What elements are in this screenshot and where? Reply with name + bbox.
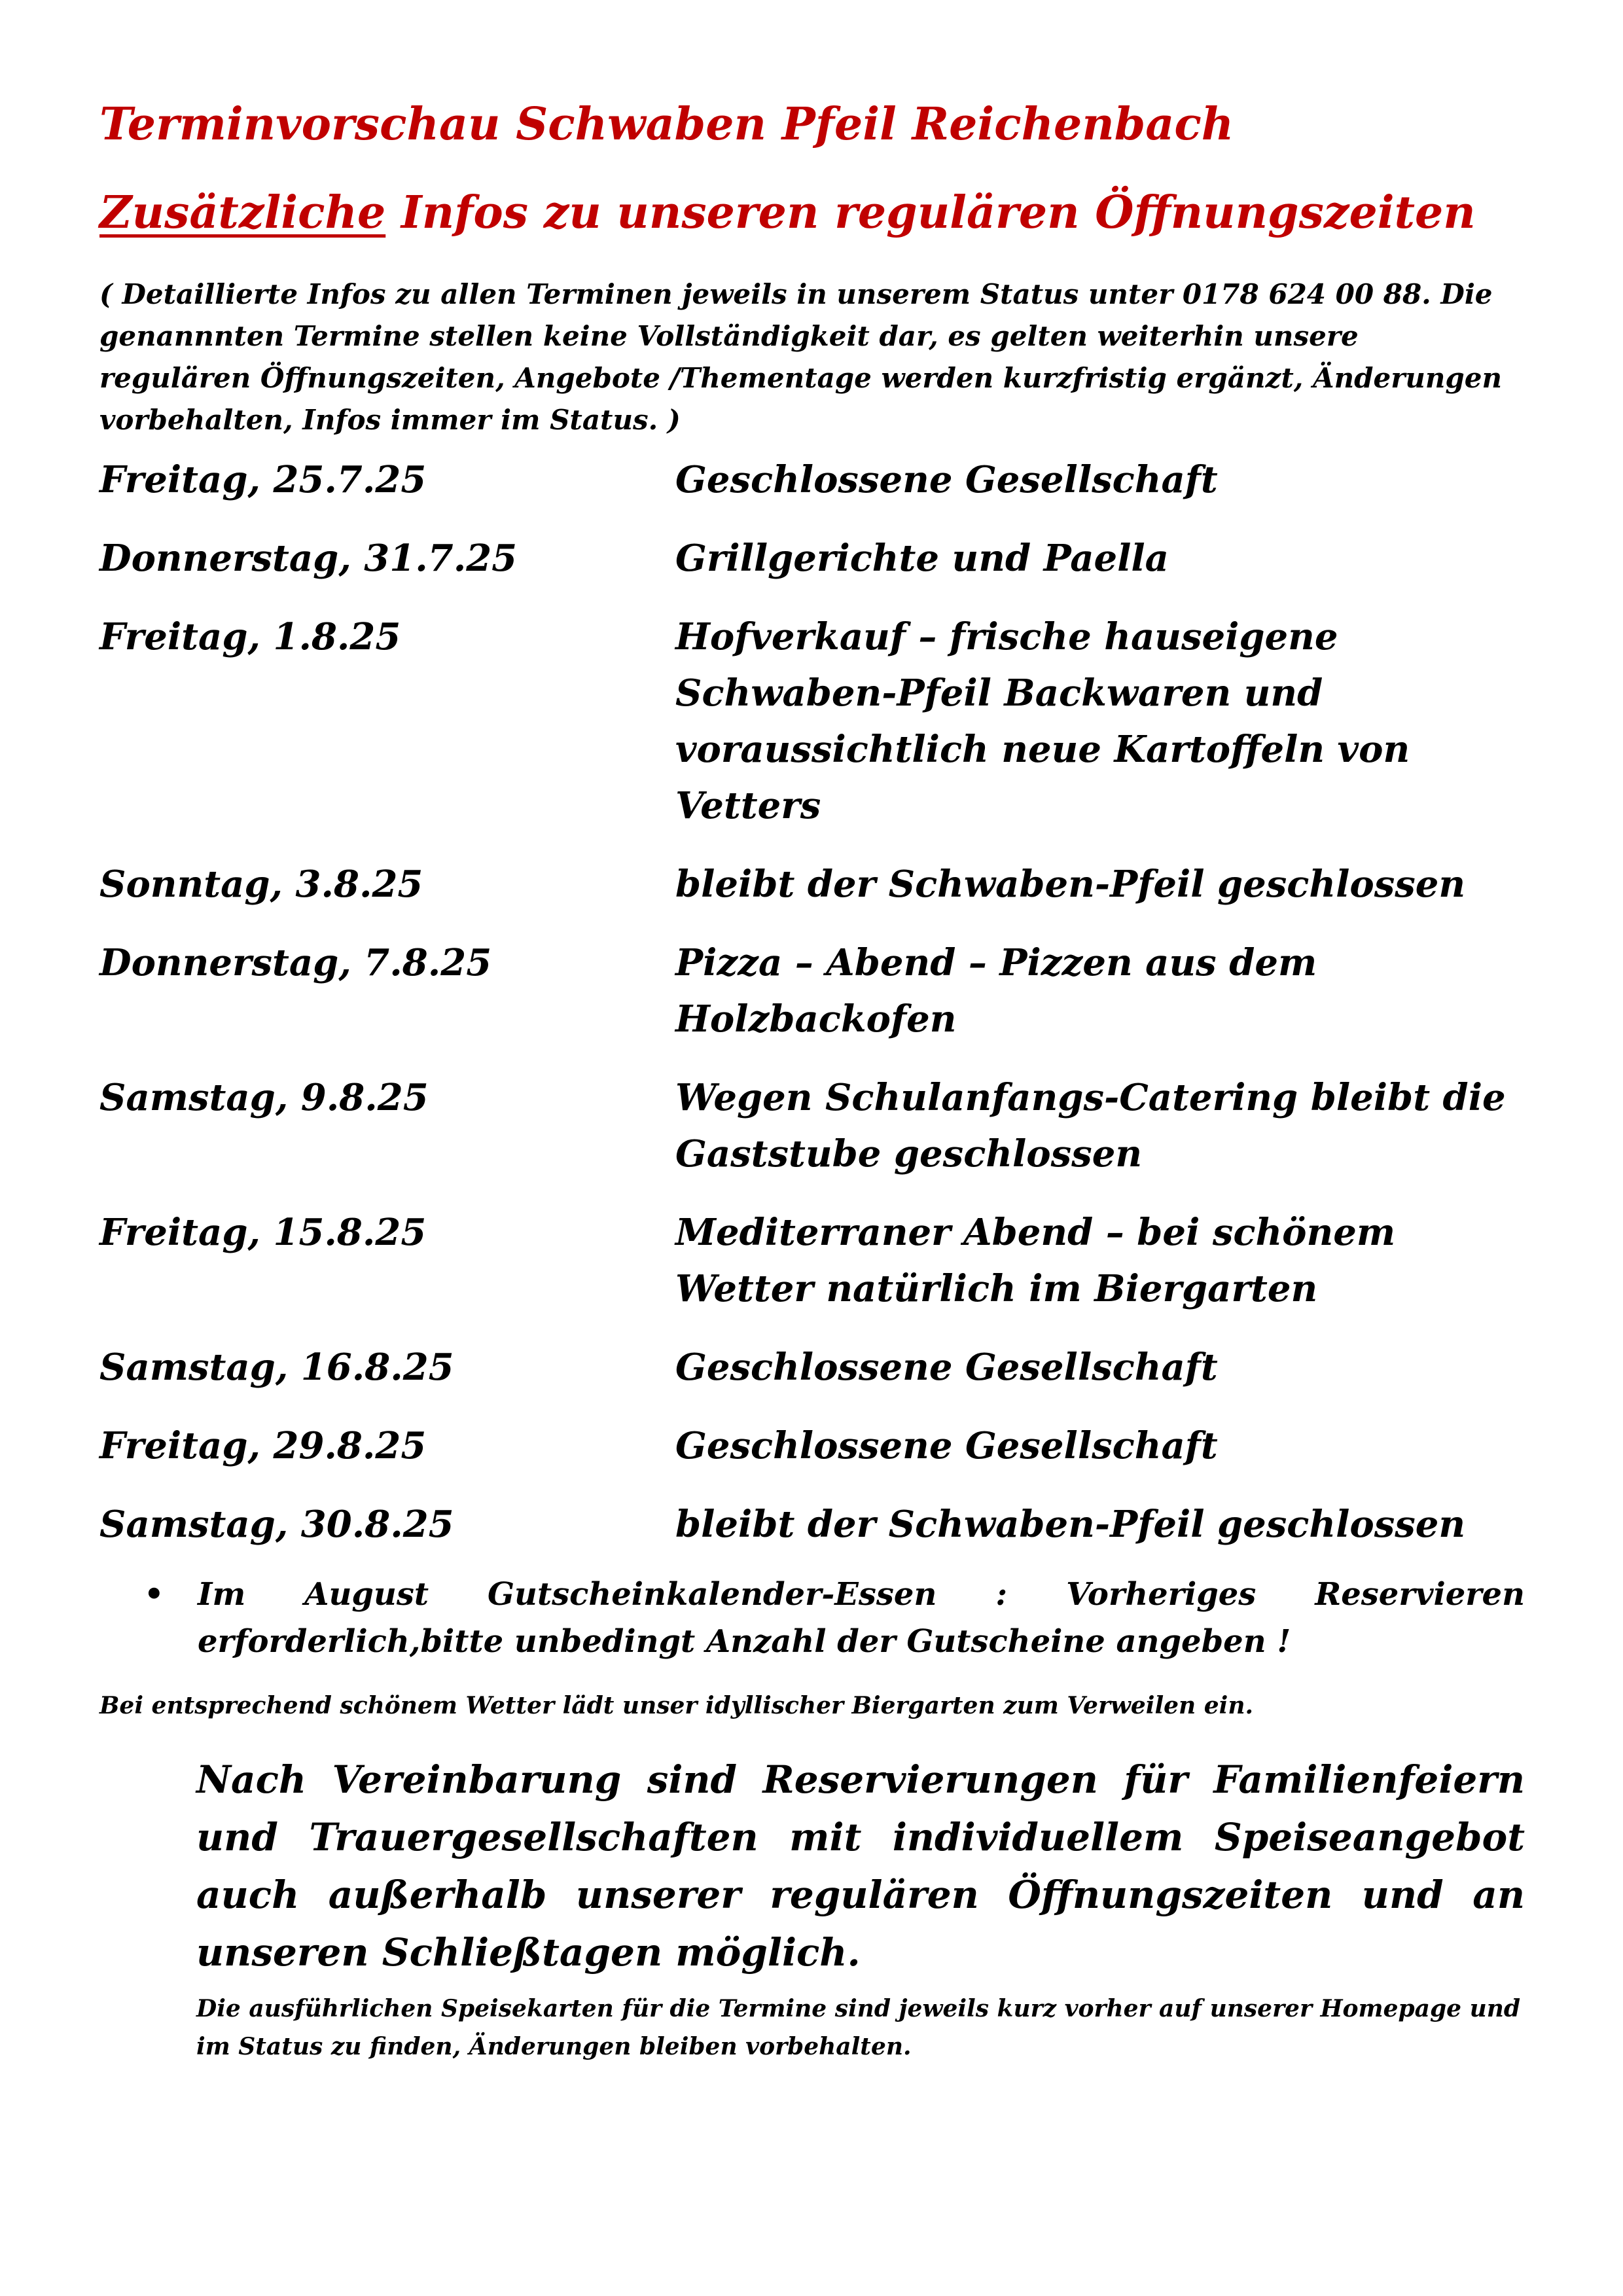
schedule-row xyxy=(99,1496,1526,1552)
menus-note: Die ausführlichen Speisekarten für die Termine sind jeweils kurz vorher auf unserer Homepage und im Status zu finden, Änderungen bleiben vorbehalten. xyxy=(196,1995,1521,2060)
schedule-event: Mediterraner Abend – bei schönem Wetter natürlich im Biergarten xyxy=(675,1211,1396,1310)
schedule-date: Samstag, 30.8.25 xyxy=(99,1503,454,1546)
schedule-date: Donnerstag, 7.8.25 xyxy=(99,941,492,984)
schedule-event: Pizza – Abend – Pizzen aus dem Holzbackofen xyxy=(675,941,1317,1041)
schedule-event: bleibt der Schwaben-Pfeil geschlossen xyxy=(675,863,1466,906)
schedule-event: Hofverkauf – frische hauseigene Schwaben-Pfeil Backwaren und voraussichtlich neue Kartoffeln von Vetters xyxy=(675,615,1410,827)
beer-garden-note: Bei entsprechend schönem Wetter lädt unser idyllischer Biergarten zum Verweilen ein. xyxy=(99,1692,1254,1719)
page-title: Terminvorschau Schwaben Pfeil Reichenbach xyxy=(99,98,1234,151)
schedule-row xyxy=(99,1339,1526,1395)
schedule-date: Freitag, 29.8.25 xyxy=(99,1424,427,1467)
voucher-bullet xyxy=(144,1571,1525,1665)
intro-paragraph: ( Detaillierte Infos zu allen Terminen jeweils in unserem Status unter 0178 624 00 88. Die genannnten Termine stellen keine Vollständigkeit dar, es gelten weiterhin unsere regulären Öffnungszeiten, Angebote /Thementage werden kurzfristig ergänzt, Änderungen vorbehalten, Infos immer im Status. ) xyxy=(99,278,1503,436)
schedule-date: Donnerstag, 31.7.25 xyxy=(99,537,518,580)
schedule-date: Samstag, 9.8.25 xyxy=(99,1076,429,1119)
schedule-event: Grillgerichte und Paella xyxy=(675,537,1169,580)
schedule-date: Freitag, 1.8.25 xyxy=(99,615,401,658)
schedule-row xyxy=(99,1069,1526,1182)
subtitle-rest: Infos zu unseren regulären Öffnungszeiten xyxy=(385,187,1476,239)
schedule-event: Geschlossene Gesellschaft xyxy=(675,1346,1218,1389)
schedule-date: Freitag, 15.8.25 xyxy=(99,1211,427,1254)
schedule-date: Freitag, 25.7.25 xyxy=(99,458,427,501)
voucher-bullet-text: Im August Gutscheinkalender-Essen : Vorheriges Reservieren erforderlich,bitte unbedingt Anzahl der Gutscheine angeben ! xyxy=(198,1576,1525,1660)
schedule-row xyxy=(99,856,1526,912)
schedule-date: Sonntag, 3.8.25 xyxy=(99,863,423,906)
schedule-list xyxy=(99,452,1526,1575)
schedule-event: Geschlossene Gesellschaft xyxy=(675,458,1218,501)
schedule-row xyxy=(99,1204,1526,1317)
subtitle-underlined-word: Zusätzliche xyxy=(99,187,386,239)
schedule-event: Wegen Schulanfangs-Catering bleibt die Gaststube geschlossen xyxy=(675,1076,1506,1175)
schedule-event: Geschlossene Gesellschaft xyxy=(675,1424,1218,1467)
schedule-event: bleibt der Schwaben-Pfeil geschlossen xyxy=(675,1503,1466,1546)
page-subtitle xyxy=(99,187,1476,239)
schedule-date: Samstag, 16.8.25 xyxy=(99,1346,454,1389)
schedule-row xyxy=(99,452,1526,508)
schedule-row xyxy=(99,530,1526,586)
schedule-row xyxy=(99,609,1526,834)
schedule-row xyxy=(99,935,1526,1047)
reservation-note: Nach Vereinbarung sind Reservierungen für Familienfeiern und Trauergesellschaften mit individuellem Speiseangebot auch außerhalb unserer regulären Öffnungszeiten und an unseren Schließtagen möglich. xyxy=(196,1757,1525,1975)
bullet-icon: • xyxy=(144,1576,164,1613)
schedule-row xyxy=(99,1418,1526,1474)
